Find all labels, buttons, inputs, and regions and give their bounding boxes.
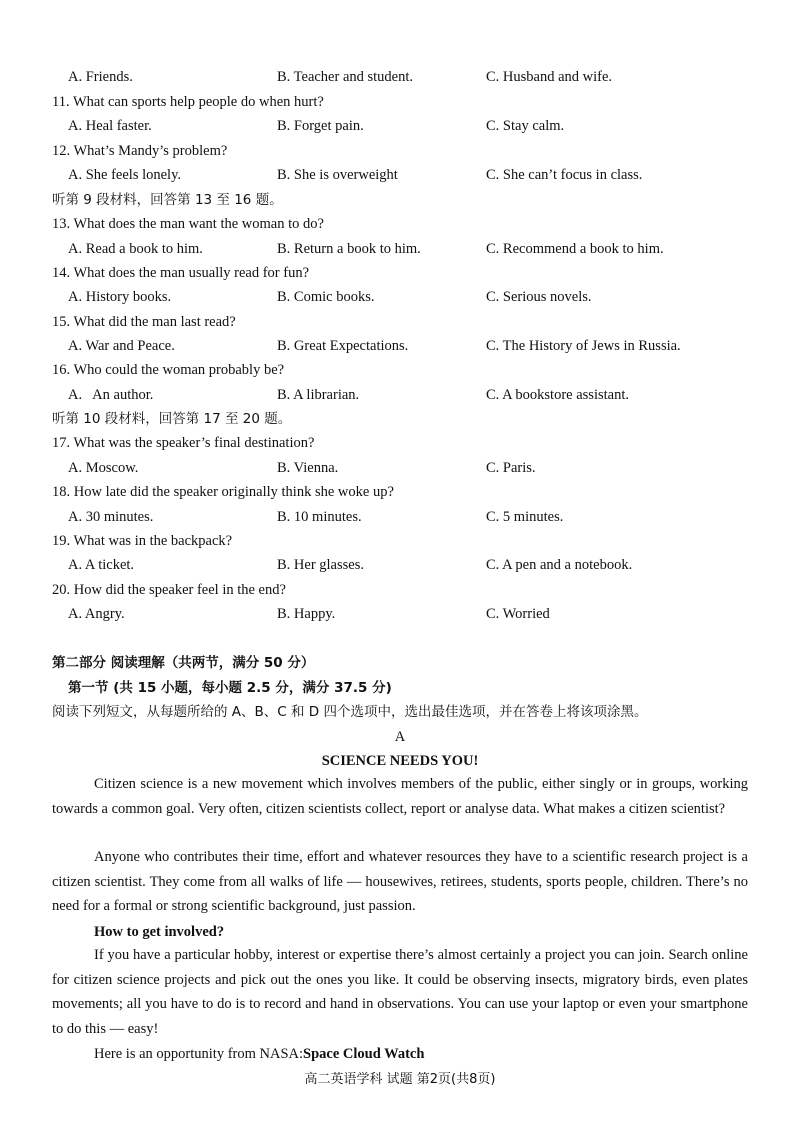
passage-paragraph-1: Citizen science is a new movement which involves members of the public, either singly or in groups, working towards a common goal. Very often, citizen scientists collect, report or analyse data. What makes a citizen scientist?: [52, 776, 748, 817]
page-footer: 高二英语学科 试题 第2页(共8页): [304, 1072, 496, 1087]
q20-option-c: C. Worried: [486, 606, 550, 622]
q15-option-a: A. War and Peace.: [68, 338, 175, 354]
q18-option-c: C. 5 minutes.: [486, 509, 564, 525]
q15-option-b: B. Great Expectations.: [277, 338, 409, 354]
q11-option-b: B. Forget pain.: [277, 118, 364, 134]
q18-option-a: A. 30 minutes.: [68, 509, 154, 525]
space-cloud-watch-title: Space Cloud Watch: [303, 1046, 425, 1062]
passage-paragraph-4: [94, 1045, 424, 1063]
q16-option-a: A. An author.: [68, 387, 154, 403]
q19-question: 19. What was in the backpack?: [52, 533, 233, 549]
q20-option-b: B. Happy.: [277, 606, 336, 622]
q17-question: 17. What was the speaker’s final destination?: [52, 435, 315, 451]
q11-question: 11. What can sports help people do when hurt?: [52, 94, 324, 110]
q13-option-c: C. Recommend a book to him.: [486, 241, 664, 257]
q14-option-a: A. History books.: [68, 289, 172, 305]
q12-option-a: A. She feels lonely.: [68, 167, 182, 183]
q16-option-b: B. A librarian.: [277, 387, 360, 403]
q10-option-a: A. Friends.: [68, 69, 133, 85]
q16-option-c: C. A bookstore assistant.: [486, 387, 629, 403]
q18-option-b: B. 10 minutes.: [277, 509, 362, 525]
q17-option-b: B. Vienna.: [277, 460, 339, 476]
passage-paragraph-3: If you have a particular hobby, interest or expertise there’s almost certainly a project you can join. Search online for citizen science projects and pick out the ones you like. It could be observing insects, migratory birds, even plates movements; all you have to do is to record and hand in observations. You can use your laptop or even your smartphone to do this — easy!: [52, 947, 748, 1037]
reading-section-title: 第一节 (共 15 小题，每小题 2.5 分，满分 37.5 分): [68, 680, 392, 696]
reading-instructions: 阅读下列短文，从每题所给的 A、B、C 和 D 四个选项中，选出最佳选项，并在答卷上将该项涂黑。: [52, 704, 648, 720]
section-10-instruction: 听第 10 段材料，回答第 17 至 20 题。: [52, 411, 292, 427]
q10-option-b: B. Teacher and student.: [277, 69, 414, 85]
q12-question: 12. What’s Mandy’s problem?: [52, 143, 228, 159]
q15-question: 15. What did the man last read?: [52, 314, 236, 330]
section-9-instruction: 听第 9 段材料，回答第 13 至 16 题。: [52, 192, 283, 208]
q15-option-c: C. The History of Jews in Russia.: [486, 338, 681, 354]
q13-option-b: B. Return a book to him.: [277, 241, 421, 257]
passage-title: SCIENCE NEEDS YOU!: [321, 753, 479, 769]
reading-part-title: 第二部分 阅读理解（共两节，满分 50 分）: [52, 655, 315, 671]
q11-option-a: A. Heal faster.: [68, 118, 152, 134]
q12-option-c: C. She can’t focus in class.: [486, 167, 643, 183]
passage-subheading: How to get involved?: [94, 924, 225, 940]
q19-option-c: C. A pen and a notebook.: [486, 557, 633, 573]
q16-question: 16. Who could the woman probably be?: [52, 362, 285, 378]
q20-question: 20. How did the speaker feel in the end?: [52, 582, 286, 598]
q10-option-c: C. Husband and wife.: [486, 69, 613, 85]
q14-option-c: C. Serious novels.: [486, 289, 592, 305]
q18-question: 18. How late did the speaker originally think she woke up?: [52, 484, 394, 500]
passage-letter: A: [394, 729, 406, 745]
q13-question: 13. What does the man want the woman to do?: [52, 216, 324, 232]
q12-option-b: B. She is overweight: [277, 167, 398, 183]
passage-paragraph-2: Anyone who contributes their time, effort and whatever resources they have to a scientific research project is a citizen scientist. They come from all walks of life — housewives, retirees, students, sports people, children. There’s no need for a formal or strong scientific background, just passion.: [52, 849, 748, 914]
q19-option-b: B. Her glasses.: [277, 557, 364, 573]
q20-option-a: A. Angry.: [68, 606, 125, 622]
q17-option-c: C. Paris.: [486, 460, 536, 476]
q19-option-a: A. A ticket.: [68, 557, 135, 573]
q14-question: 14. What does the man usually read for fun?: [52, 265, 310, 281]
q14-option-b: B. Comic books.: [277, 289, 375, 305]
passage-paragraph-4-lead: Here is an opportunity from NASA:: [94, 1046, 304, 1062]
q17-option-a: A. Moscow.: [68, 460, 139, 476]
q13-option-a: A. Read a book to him.: [68, 241, 203, 257]
q11-option-c: C. Stay calm.: [486, 118, 565, 134]
